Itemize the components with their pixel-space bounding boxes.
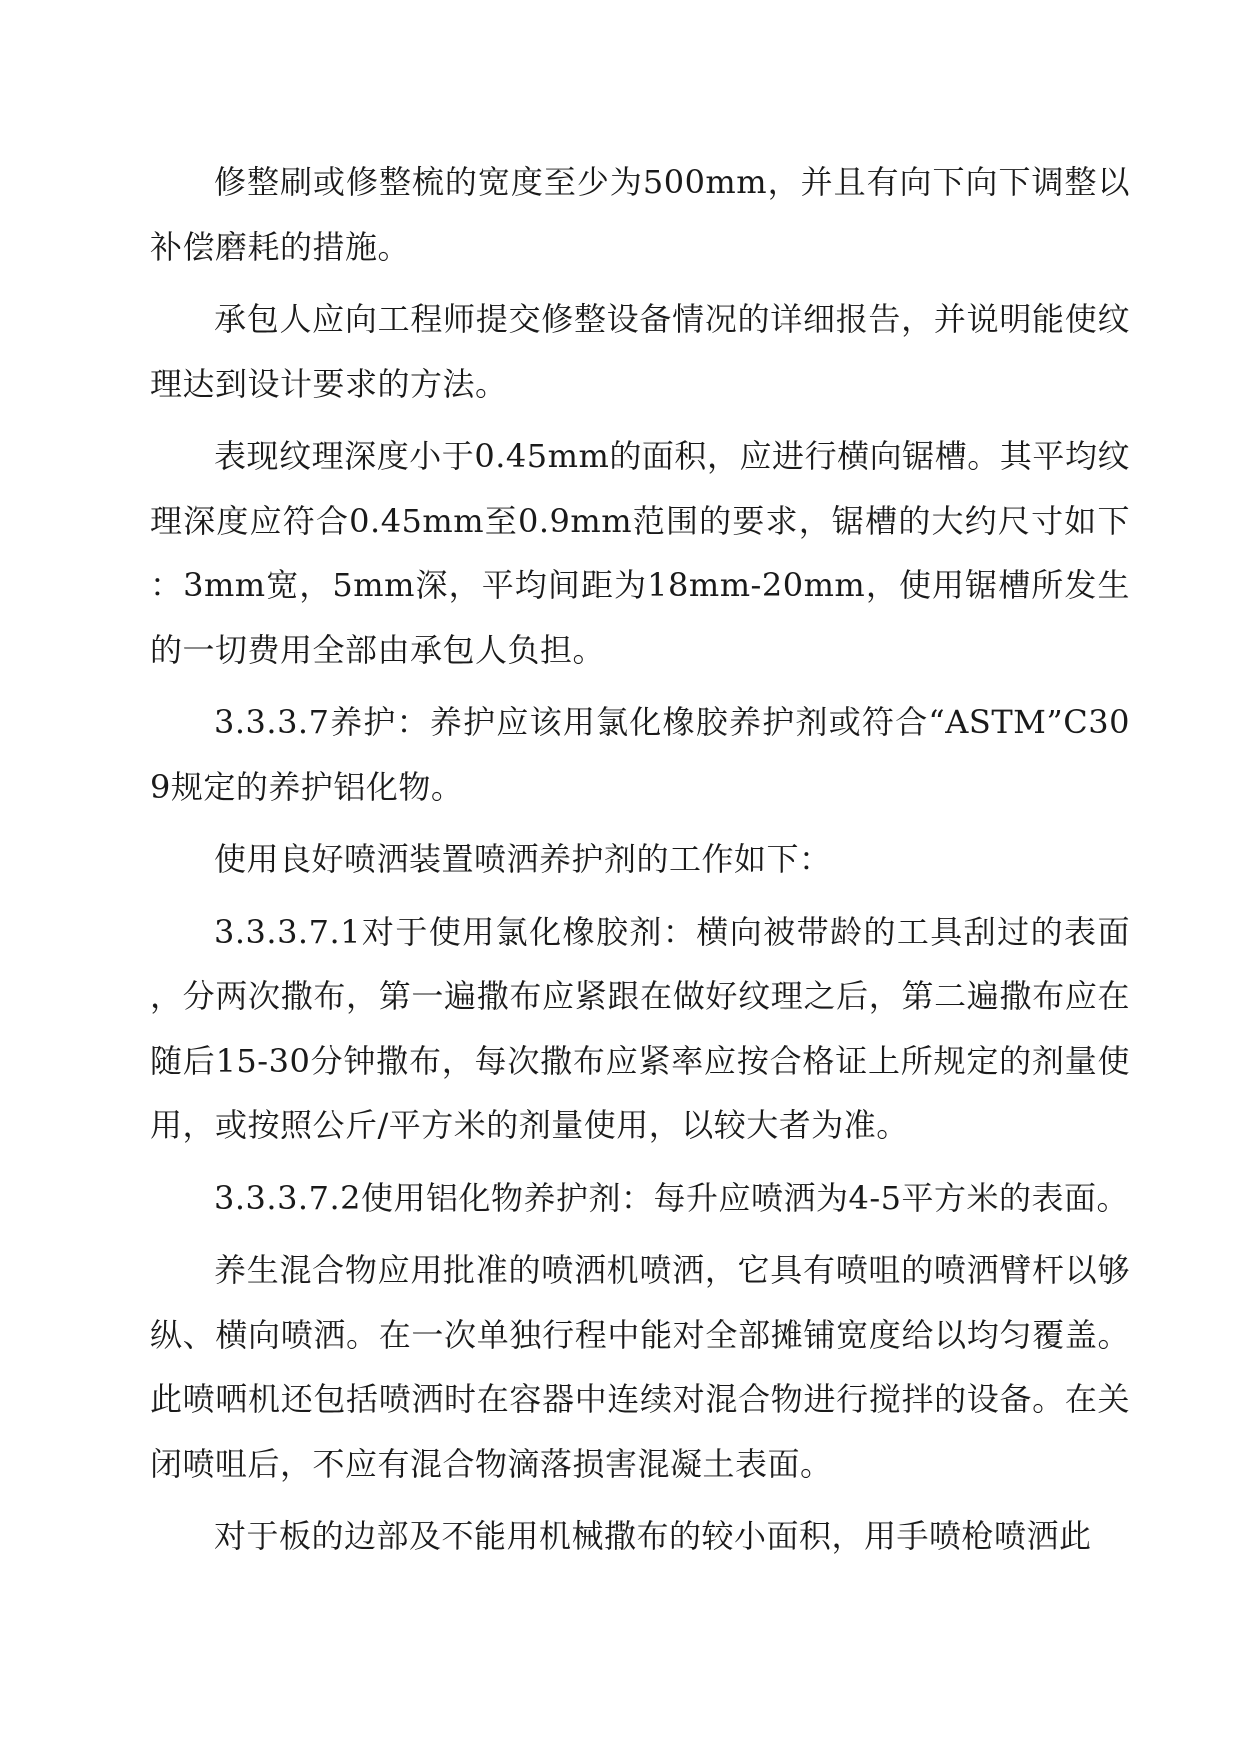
paragraph-sprayer-machine: 养生混合物应用批准的喷洒机喷洒，它具有喷咀的喷洒臂杆以够纵、横向喷洒。在一次单独行程中能对全部摊铺宽度给以均匀覆盖。此喷哂机还包括喷洒时在容器中连续对混合物进行搅拌的设备。在关闭喷咀后，不应有混合物滴落损害混凝土表面。 <box>150 1251 1130 1483</box>
paragraph-spraying-intro: 使用良好喷洒装置喷洒养护剂的工作如下： <box>214 840 832 878</box>
paragraph-trimming-brush: 修整刷或修整梳的宽度至少为500mm，并且有向下向下调整以补偿磨耗的措施。 <box>150 163 1130 266</box>
paragraph-curing-3-3-3-7-2: 3.3.3.7.2使用铝化物养护剂：每升应喷洒为4-5平方米的表面。 <box>214 1178 1130 1217</box>
paragraph-hand-spray: 对于板的边部及不能用机械撒布的较小面积，用手喷枪喷洒此 <box>214 1517 1092 1555</box>
paragraph-curing-3-3-3-7-1: 3.3.3.7.1对于使用氯化橡胶剂：横向被带龄的工具刮过的表面，分两次撒布，第一遍撒布应紧跟在做好纹理之后，第二遍撒布应在随后15-30分钟撒布，每次撒布应紧率应按合格证上所规定的剂量使用，或按照公斤/平方米的剂量使用，以较大者为准。 <box>150 912 1130 1144</box>
paragraph-curing-3-3-3-7: 3.3.3.7养护：养护应该用氯化橡胶养护剂或符合“ASTM”C309规定的养护铝化物。 <box>150 703 1130 806</box>
paragraph-equipment-report: 承包人应向工程师提交修整设备情况的详细报告，并说明能使纹理达到设计要求的方法。 <box>150 300 1130 403</box>
paragraph-texture-sawing: 表现纹理深度小于0.45mm的面积，应进行横向锯槽。其平均纹理深度应符合0.45mm至0.9mm范围的要求，锯槽的大约尺寸如下：3mm宽，5mm深，平均间距为18mm-20mm，使用锯槽所发生的一切费用全部由承包人负担。 <box>150 437 1130 669</box>
document-body <box>150 150 1130 1569</box>
